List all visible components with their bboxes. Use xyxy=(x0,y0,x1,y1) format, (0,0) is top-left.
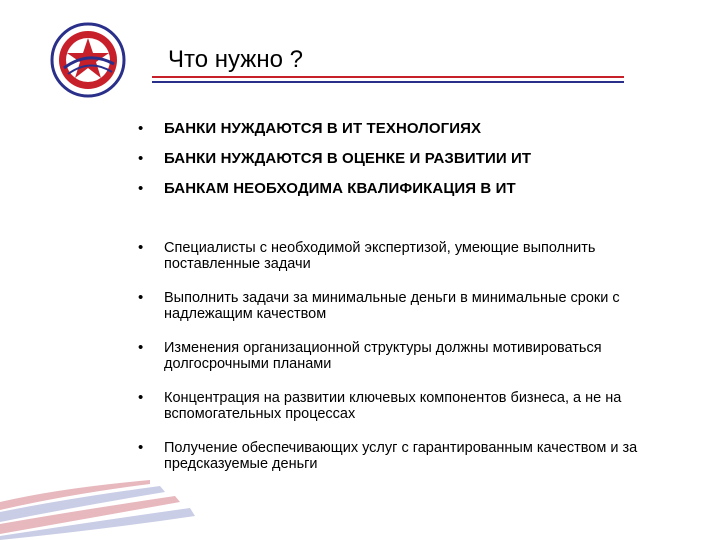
list-item-text: БАНКАМ НЕОБХОДИМА КВАЛИФИКАЦИЯ В ИТ xyxy=(164,180,516,197)
details-list xyxy=(138,240,678,490)
list-item-text: Специалисты с необходимой экспертизой, умеющие выполнить поставленные задачи xyxy=(164,240,596,272)
list-item xyxy=(138,440,678,472)
bullet-icon: • xyxy=(138,180,144,197)
title-divider-blue xyxy=(152,81,624,83)
list-item-text: БАНКИ НУЖДАЮТСЯ В ИТ ТЕХНОЛОГИЯХ xyxy=(164,120,482,137)
list-item xyxy=(138,180,698,210)
flag-stripes-decoration xyxy=(0,480,720,540)
bullet-icon: • xyxy=(138,239,144,256)
bullet-icon: • xyxy=(138,389,144,406)
bullet-icon: • xyxy=(138,289,144,306)
list-item-text: Выполнить задачи за минимальные деньги в минимальные сроки с надлежащим качеством xyxy=(164,290,620,322)
list-item-text: БАНКИ НУЖДАЮТСЯ В ОЦЕНКЕ И РАЗВИТИИ ИТ xyxy=(164,150,532,167)
list-item xyxy=(138,290,678,322)
bullet-icon: • xyxy=(138,339,144,356)
list-item xyxy=(138,390,678,422)
star-emblem-icon xyxy=(48,20,128,100)
page-title: Что нужно ? xyxy=(168,46,303,73)
bullet-icon: • xyxy=(138,150,144,167)
list-item-text: Получение обеспечивающих услуг с гарантированным качеством и за предсказуемые деньги xyxy=(164,440,638,472)
bullet-icon: • xyxy=(138,120,144,137)
list-item xyxy=(138,120,698,150)
list-item xyxy=(138,240,678,272)
bullet-icon: • xyxy=(138,439,144,456)
list-item-text: Изменения организационной структуры должны мотивироваться долгосрочными планами xyxy=(164,340,602,372)
list-item xyxy=(138,340,678,372)
key-needs-list xyxy=(138,120,698,210)
list-item xyxy=(138,150,698,180)
list-item-text: Концентрация на развитии ключевых компонентов бизнеса, а не на вспомогательных процессах xyxy=(164,390,622,422)
title-divider-red xyxy=(152,76,624,78)
